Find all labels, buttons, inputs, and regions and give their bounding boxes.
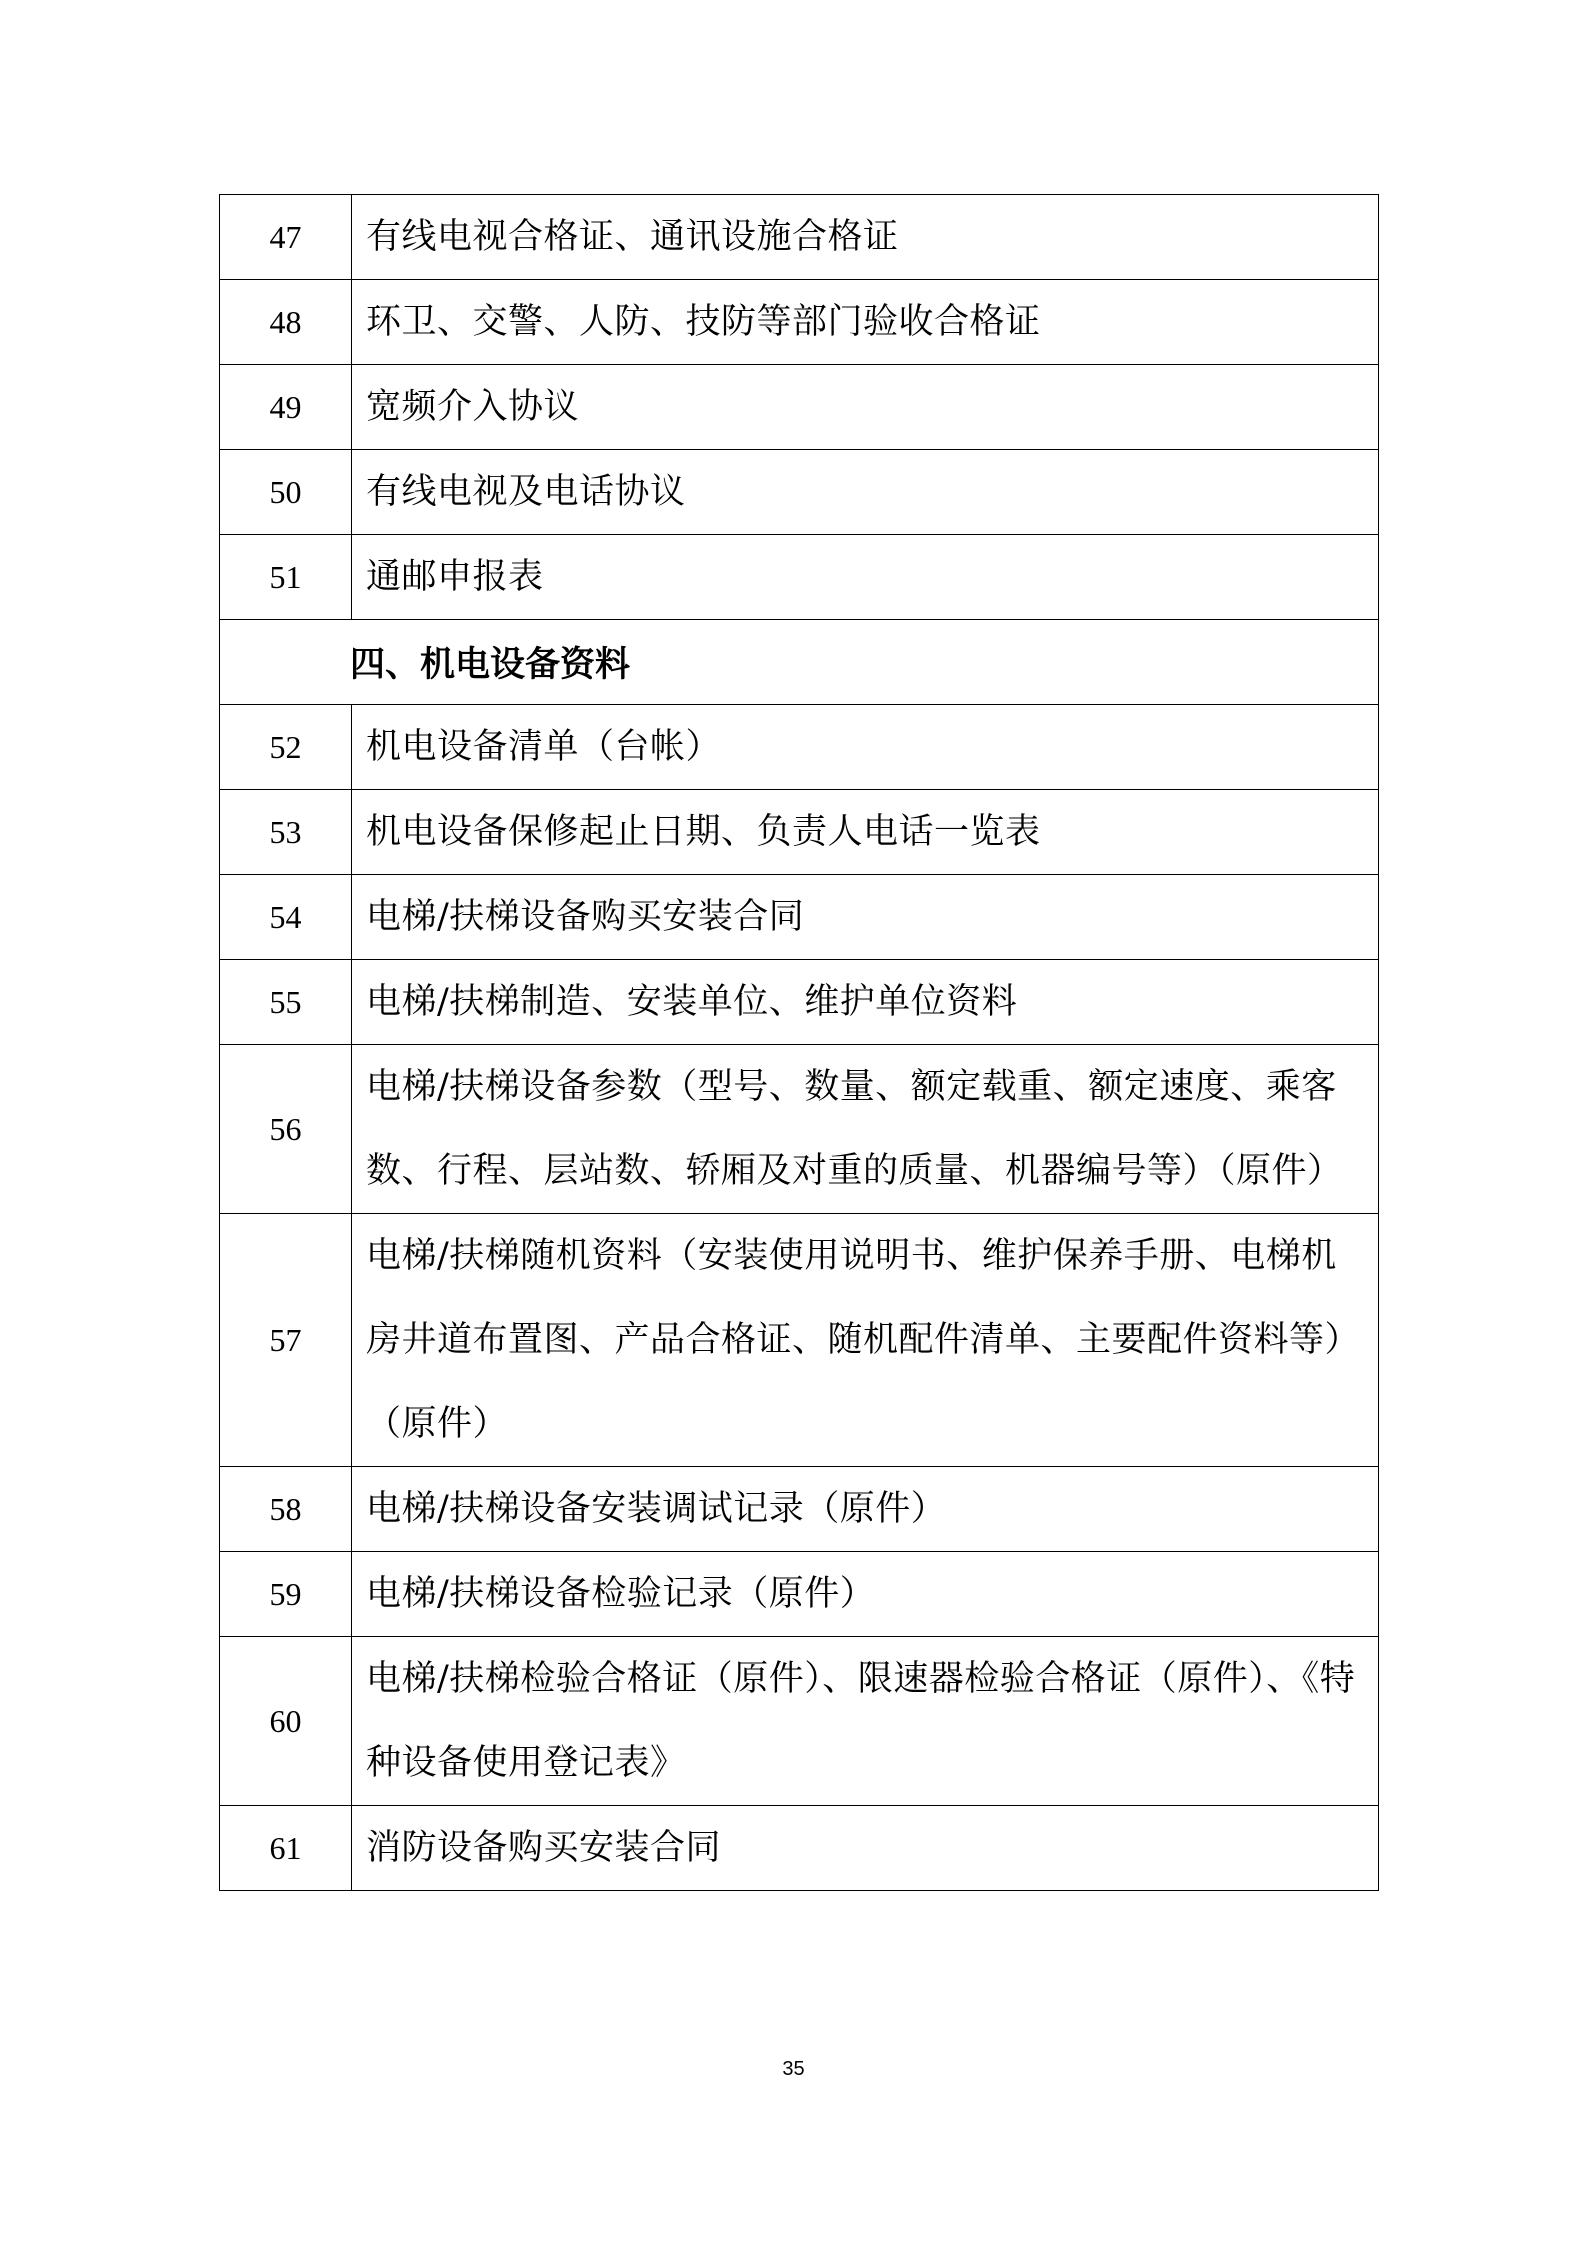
- section-heading: 四、机电设备资料: [220, 620, 1379, 705]
- row-number: 58: [220, 1467, 352, 1552]
- row-number: 47: [220, 195, 352, 280]
- row-text: 有线电视合格证、通讯设施合格证: [352, 195, 1379, 280]
- table-row: [220, 1214, 1379, 1467]
- table-row: [220, 1552, 1379, 1637]
- row-text: 电梯/扶梯设备参数（型号、数量、额定载重、额定速度、乘客数、行程、层站数、轿厢及对重的质量、机器编号等）（原件）: [352, 1045, 1379, 1214]
- row-text: 宽频介入协议: [352, 365, 1379, 450]
- row-number: 49: [220, 365, 352, 450]
- row-text: 电梯/扶梯设备检验记录（原件）: [352, 1552, 1379, 1637]
- table-row: [220, 1045, 1379, 1214]
- row-number: 60: [220, 1637, 352, 1806]
- row-text: 电梯/扶梯随机资料（安装使用说明书、维护保养手册、电梯机房井道布置图、产品合格证、随机配件清单、主要配件资料等）（原件）: [352, 1214, 1379, 1467]
- row-text: 消防设备购买安装合同: [352, 1806, 1379, 1891]
- table-row: [220, 1637, 1379, 1806]
- row-text: 机电设备保修起止日期、负责人电话一览表: [352, 790, 1379, 875]
- table-row: [220, 875, 1379, 960]
- row-number: 48: [220, 280, 352, 365]
- row-number: 51: [220, 535, 352, 620]
- row-number: 59: [220, 1552, 352, 1637]
- row-number: 61: [220, 1806, 352, 1891]
- table-row: [220, 1467, 1379, 1552]
- document-table: [219, 194, 1379, 1891]
- row-text: 机电设备清单（台帐）: [352, 705, 1379, 790]
- page-number: 35: [782, 2058, 805, 2080]
- row-number: 57: [220, 1214, 352, 1467]
- row-text: 电梯/扶梯制造、安装单位、维护单位资料: [352, 960, 1379, 1045]
- row-text: 电梯/扶梯设备购买安装合同: [352, 875, 1379, 960]
- row-number: 56: [220, 1045, 352, 1214]
- table-row: [220, 450, 1379, 535]
- row-text: 电梯/扶梯设备安装调试记录（原件）: [352, 1467, 1379, 1552]
- table-row: [220, 790, 1379, 875]
- table-row: [220, 1806, 1379, 1891]
- row-number: 54: [220, 875, 352, 960]
- row-number: 50: [220, 450, 352, 535]
- table-row: [220, 960, 1379, 1045]
- row-text: 通邮申报表: [352, 535, 1379, 620]
- row-text: 环卫、交警、人防、技防等部门验收合格证: [352, 280, 1379, 365]
- row-number: 53: [220, 790, 352, 875]
- table-row: [220, 280, 1379, 365]
- row-text: 有线电视及电话协议: [352, 450, 1379, 535]
- table-row: [220, 195, 1379, 280]
- section-row: [220, 620, 1379, 705]
- table-row: [220, 535, 1379, 620]
- row-number: 52: [220, 705, 352, 790]
- row-text: 电梯/扶梯检验合格证（原件）、限速器检验合格证（原件）、《特种设备使用登记表》: [352, 1637, 1379, 1806]
- table-row: [220, 705, 1379, 790]
- row-number: 55: [220, 960, 352, 1045]
- table-row: [220, 365, 1379, 450]
